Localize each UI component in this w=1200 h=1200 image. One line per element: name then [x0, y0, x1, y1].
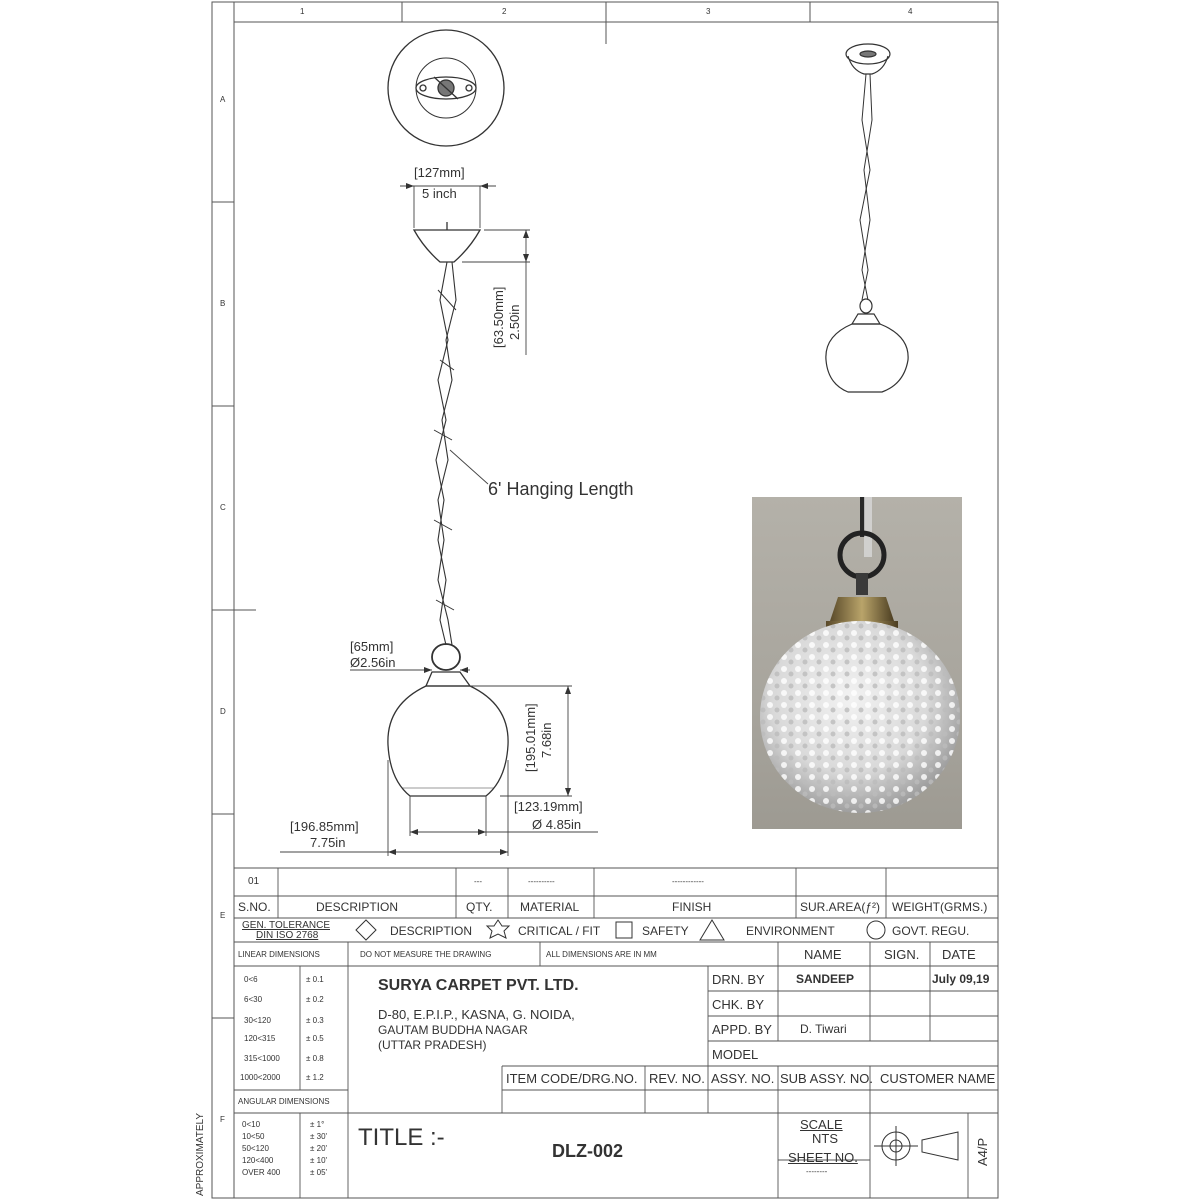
company-name: SURYA CARPET PVT. LTD.	[378, 977, 579, 994]
signoff-chk: CHK. BY	[712, 997, 765, 1012]
grid-row-b: B	[220, 299, 226, 308]
signoff-h-sign: SIGN.	[884, 947, 920, 962]
grid-col-2: 2	[502, 7, 507, 16]
bom-h-material: MATERIAL	[520, 900, 580, 914]
company-address-1: D-80, E.P.I.P., KASNA, G. NOIDA,	[378, 1007, 575, 1022]
sheet-value: --------	[806, 1167, 828, 1176]
bom-row1-material: ----------	[528, 877, 555, 886]
dim-bottom-mm: [123.19mm]	[514, 799, 583, 814]
triangle-icon	[700, 920, 724, 940]
grid-col-3: 3	[706, 7, 711, 16]
signoff-h-date: DATE	[942, 947, 976, 962]
company-address-3: (UTTAR PRADESH)	[378, 1038, 487, 1052]
sheet-label: SHEET NO.	[788, 1150, 858, 1165]
note-linear: LINEAR DIMENSIONS	[238, 950, 320, 959]
ang-tol-value: ± 1°	[310, 1120, 325, 1129]
signoff-appd-name: D. Tiwari	[800, 1022, 847, 1036]
signoff-model: MODEL	[712, 1047, 759, 1062]
lin-tol-value: ± 0.8	[306, 1054, 324, 1063]
bom-h-weight: WEIGHT(GRMS.)	[892, 900, 988, 914]
star-icon	[487, 920, 509, 938]
symbol-govt: GOVT. REGU.	[892, 924, 970, 938]
bom-h-surface-area: SUR.AREA(ƒ²)	[800, 900, 881, 914]
signoff-drn: DRN. BY	[712, 972, 765, 987]
symbol-environment: ENVIRONMENT	[746, 924, 835, 938]
code-sub-assy: SUB ASSY. NO.	[780, 1071, 873, 1086]
ang-tol-value: ± 20'	[310, 1144, 328, 1153]
bom-h-description: DESCRIPTION	[316, 900, 399, 914]
lin-tol-range: 1000<2000	[240, 1073, 281, 1082]
isometric-view	[826, 44, 908, 392]
ang-tol-value: ± 05'	[310, 1168, 328, 1177]
grid-row-f: F	[220, 1115, 225, 1124]
lin-tol-range: 30<120	[244, 1016, 271, 1025]
bom-h-sno: S.NO.	[238, 900, 271, 914]
ang-tol-range: 120<400	[242, 1156, 274, 1165]
dim-shade-h-in: 7.68in	[539, 722, 554, 758]
lin-tol-range: 120<315	[244, 1034, 276, 1043]
note-no-measure: DO NOT MEASURE THE DRAWING	[360, 950, 492, 959]
lin-tol-range: 315<1000	[244, 1054, 280, 1063]
bom-h-qty: QTY.	[466, 900, 493, 914]
scale-value: NTS	[812, 1131, 838, 1146]
ang-tol-value: ± 10'	[310, 1156, 328, 1165]
code-rev: REV. NO.	[649, 1071, 705, 1086]
bom-h-finish: FINISH	[672, 900, 712, 914]
signoff-appd: APPD. BY	[712, 1022, 772, 1037]
dim-bottom-in: Ø 4.85in	[532, 817, 582, 832]
title-label: TITLE :-	[358, 1124, 445, 1151]
ang-tol-range: OVER 400	[242, 1168, 281, 1177]
dim-width-in: 7.75in	[310, 835, 346, 850]
code-item: ITEM CODE/DRG.NO.	[506, 1071, 638, 1086]
company-address-2: GAUTAM BUDDHA NAGAR	[378, 1023, 528, 1037]
symbol-safety: SAFETY	[642, 924, 689, 938]
product-photo	[752, 497, 962, 829]
lin-tol-value: ± 0.3	[306, 1016, 324, 1025]
scale-label: SCALE	[800, 1117, 843, 1132]
lin-tol-value: ± 0.5	[306, 1034, 324, 1043]
bom-row1-no: 01	[248, 876, 260, 887]
note-all-mm: ALL DIMENSIONS ARE IN MM	[546, 950, 657, 959]
ang-tol-value: ± 30'	[310, 1132, 328, 1141]
signoff-drn-name: SANDEEP	[796, 972, 855, 986]
square-icon	[616, 922, 632, 938]
dim-cup-in: 2.50in	[507, 304, 522, 340]
note-angular: ANGULAR DIMENSIONS	[238, 1097, 330, 1106]
bom-row1-qty: ---	[474, 877, 482, 886]
dim-canopy-mm: [127mm]	[414, 165, 465, 180]
code-customer: CUSTOMER NAME	[880, 1071, 996, 1086]
symbol-critical: CRITICAL / FIT	[518, 924, 601, 938]
lin-tol-value: ± 1.2	[306, 1073, 324, 1082]
dim-hanging-length: 6' Hanging Length	[488, 479, 634, 499]
symbol-description: DESCRIPTION	[390, 924, 473, 938]
tolerance-standard: DIN ISO 2768	[256, 930, 319, 941]
grid-col-4: 4	[908, 7, 913, 16]
ang-tol-range: 0<10	[242, 1120, 261, 1129]
grid-row-d: D	[220, 707, 226, 716]
top-view	[388, 30, 504, 146]
projection-symbol-icon	[874, 1126, 958, 1166]
circle-r-icon	[867, 921, 885, 939]
gen-tolerance: GEN. TOLERANCE	[242, 920, 330, 931]
grid-row-a: A	[220, 95, 226, 104]
note-approx: APPROXIMATELY	[195, 1113, 206, 1196]
dim-cup-mm: [63.50mm]	[491, 286, 506, 348]
ang-tol-range: 10<50	[242, 1132, 265, 1141]
grid-col-1: 1	[300, 7, 305, 16]
dim-canopy-in: 5 inch	[422, 186, 457, 201]
bom-row1-finish: ------------	[672, 877, 704, 886]
lin-tol-value: ± 0.2	[306, 995, 324, 1004]
lin-tol-range: 0<6	[244, 975, 258, 984]
dim-shade-h-mm: [195.01mm]	[523, 703, 538, 772]
signoff-drn-date: July 09,19	[932, 972, 990, 986]
dim-ring-mm: [65mm]	[350, 639, 394, 654]
dim-width-mm: [196.85mm]	[290, 819, 359, 834]
grid-row-e: E	[220, 911, 226, 920]
drawing-number: DLZ-002	[552, 1141, 624, 1161]
paper-size: A4/P	[975, 1137, 990, 1166]
ang-tol-range: 50<120	[242, 1144, 269, 1153]
dim-ring-in: Ø2.56in	[350, 655, 396, 670]
signoff-h-name: NAME	[804, 947, 842, 962]
code-assy: ASSY. NO.	[711, 1071, 775, 1086]
grid-row-c: C	[220, 503, 226, 512]
diamond-icon	[356, 920, 376, 940]
lin-tol-range: 6<30	[244, 995, 263, 1004]
lin-tol-value: ± 0.1	[306, 975, 324, 984]
